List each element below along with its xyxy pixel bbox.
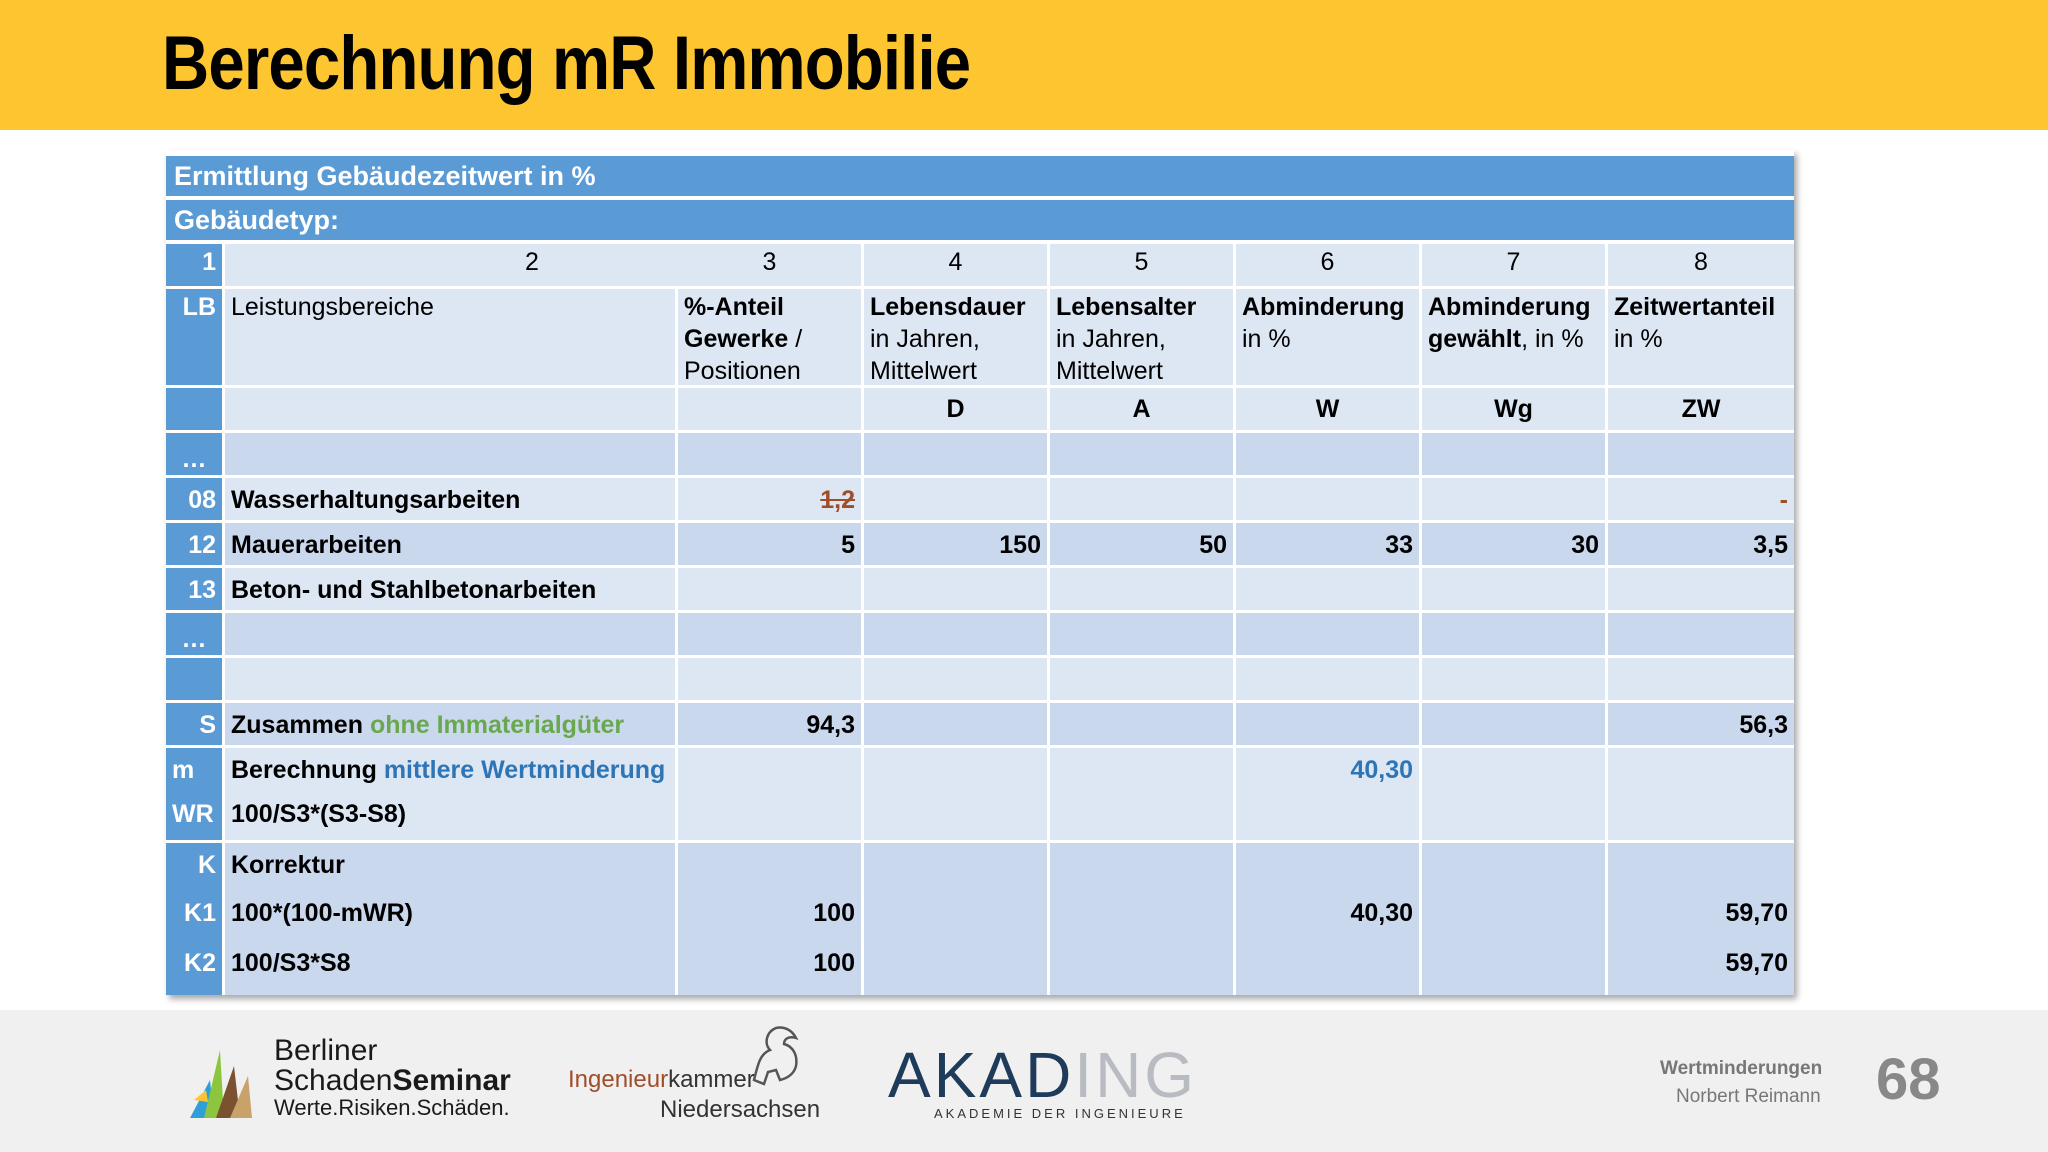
row-s-anteil: 94,3	[678, 703, 861, 745]
ingenieurkammer-region: Niedersachsen	[660, 1096, 821, 1123]
calculation-table	[166, 150, 1794, 995]
header-leistungsbereiche: Leistungsbereiche	[225, 289, 675, 385]
symbol-zw: ZW	[1608, 388, 1794, 430]
row-13-name: Beton- und Stahlbetonarbeiten	[225, 568, 675, 610]
row-mwr-lb: m WR	[166, 748, 222, 840]
col-number-4: 4	[864, 244, 1047, 286]
row-s-name: Zusammen ohne Immaterialgüter	[225, 703, 675, 745]
row-08-anteil: 1,2	[678, 478, 861, 520]
row-k-abminderung: 40,30	[1236, 843, 1419, 995]
symbols-lb	[166, 388, 222, 430]
header-abminderung: Abminderung in %	[1236, 289, 1419, 385]
header-lebensalter: Lebensalter in Jahren, Mittelwert	[1050, 289, 1233, 385]
header-anteil: %-Anteil Gewerke / Positionen	[678, 289, 861, 385]
row-12-name: Mauerarbeiten	[225, 523, 675, 565]
berliner-schadenseminar-logo	[186, 1040, 266, 1120]
row-08-name: Wasserhaltungsarbeiten	[225, 478, 675, 520]
row-12-lb: 12	[166, 523, 222, 565]
akading-subtitle: AKADEMIE DER INGENIEURE	[934, 1106, 1186, 1121]
slide-title: Berechnung mR Immobilie	[162, 21, 971, 106]
ellipsis-lb-2: …	[166, 613, 222, 655]
col-number-8: 8	[1608, 244, 1794, 286]
col-number-5: 5	[1050, 244, 1233, 286]
col-number-6: 6	[1236, 244, 1419, 286]
header-lb: LB	[166, 289, 222, 385]
footer-author: Norbert Reimann	[1676, 1086, 1821, 1107]
row-08-lb: 08	[166, 478, 222, 520]
ellipsis-lb: …	[166, 433, 222, 475]
table-banner-type: Gebäudetyp:	[166, 200, 1794, 240]
row-mwr-name: Berechnung mittlere Wertminderung 100/S3*(S3-S8)	[225, 748, 675, 840]
header-abminderung-gewaehlt: Abminderung gewählt, in %	[1422, 289, 1605, 385]
row-12-zeitwert: 3,5	[1608, 523, 1794, 565]
symbol-w: W	[1236, 388, 1419, 430]
symbol-d: D	[864, 388, 1047, 430]
akading-logo: AKADING	[888, 1039, 1198, 1111]
row-k-name: Korrektur 100*(100-mWR) 100/S3*S8	[225, 843, 675, 995]
row-12-abminderung-gewaehlt: 30	[1422, 523, 1605, 565]
col-number-2: 2	[225, 244, 839, 286]
col-number-1: 1	[166, 244, 222, 286]
horse-icon	[740, 1020, 810, 1090]
ingenieurkammer-logo-text: Ingenieurkammer	[568, 1066, 755, 1093]
header-zeitwertanteil: Zeitwertanteil in %	[1608, 289, 1794, 385]
symbol-a: A	[1050, 388, 1233, 430]
row-12-lebensdauer: 150	[864, 523, 1047, 565]
row-k-lb: K K1 K2	[166, 843, 222, 995]
row-08-zeitwert: -	[1608, 478, 1794, 520]
row-k-anteil: 100 100	[678, 843, 861, 995]
page-number: 68	[1876, 1047, 1941, 1112]
row-s-lb: S	[166, 703, 222, 745]
footer-topic: Wertminderungen	[1660, 1058, 1823, 1079]
row-12-abminderung: 33	[1236, 523, 1419, 565]
row-13-lb: 13	[166, 568, 222, 610]
symbol-wg: Wg	[1422, 388, 1605, 430]
col-number-7: 7	[1422, 244, 1605, 286]
row-k-zeitwert: 59,70 59,70	[1608, 843, 1794, 995]
row-12-anteil: 5	[678, 523, 861, 565]
table-banner-title: Ermittlung Gebäudezeitwert in %	[166, 156, 1794, 196]
row-s-zeitwert: 56,3	[1608, 703, 1794, 745]
header-lebensdauer: Lebensdauer in Jahren, Mittelwert	[864, 289, 1047, 385]
bss-logo-text: Berliner SchadenSeminar Werte.Risiken.Schäden.	[274, 1034, 511, 1120]
col-number-3: 3	[678, 244, 861, 286]
row-mwr-value: 40,30	[1236, 748, 1419, 840]
row-12-lebensalter: 50	[1050, 523, 1233, 565]
